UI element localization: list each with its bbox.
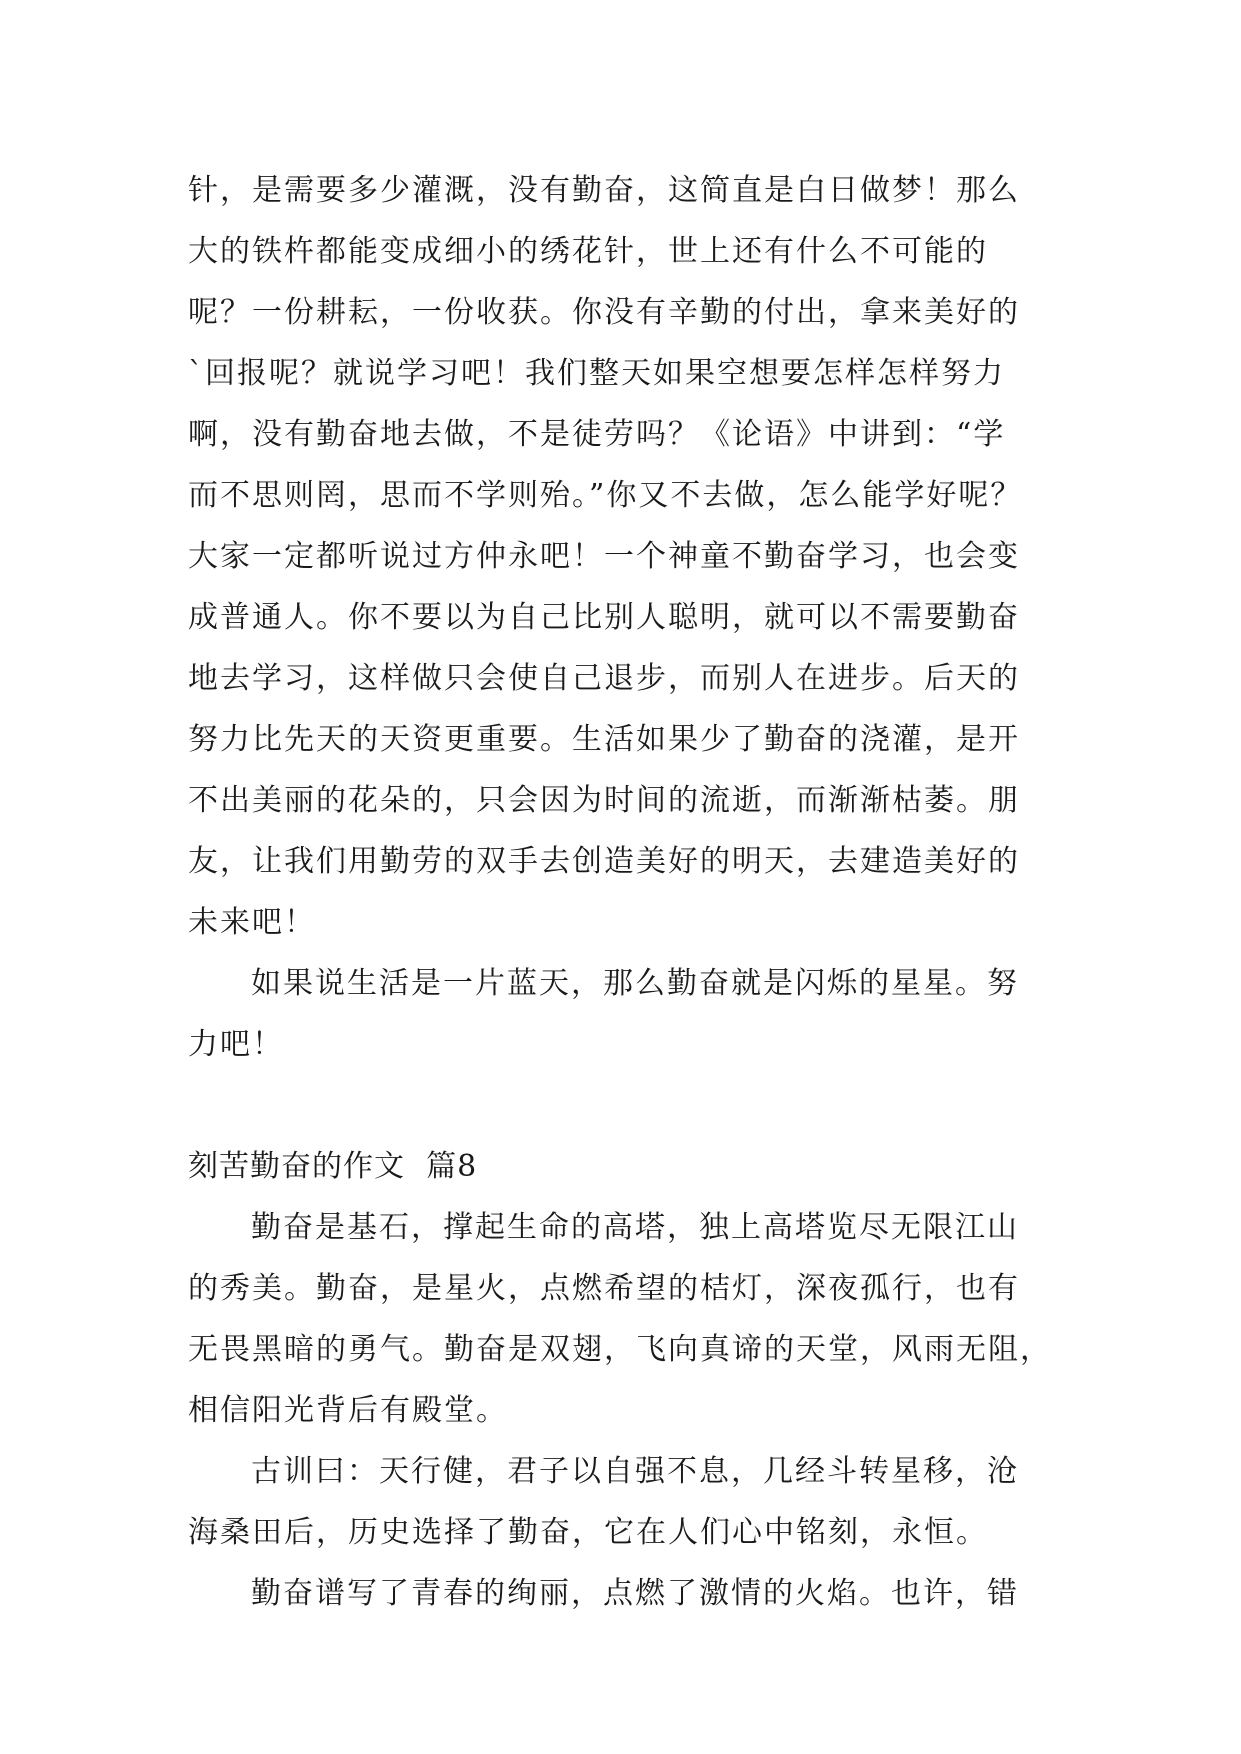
paragraph <box>188 953 1068 1075</box>
text-line: 大家一定都听说过方仲永吧！一个神童不勤奋学习，也会变 <box>188 539 1020 574</box>
section-heading: 刻苦勤奋的作文 篇8 <box>188 1149 478 1184</box>
text-line: 而不思则罔，思而不学则殆。”你又不去做，怎么能学好呢？ <box>188 478 1023 513</box>
text-line: 呢？一份耕耘，一份收获。你没有辛勤的付出，拿来美好的 <box>188 295 1020 330</box>
paragraph <box>188 1441 1068 1563</box>
text-line: 针，是需要多少灌溉，没有勤奋，这简直是白日做梦！那么 <box>188 173 1020 208</box>
text-line: 无畏黑暗的勇气。勤奋是双翅，飞向真谛的天堂，风雨无阻， <box>188 1332 1052 1367</box>
text-line: `回报呢？就说学习吧！我们整天如果空想要怎样怎样努力 <box>188 356 1005 391</box>
text-line: 友，让我们用勤劳的双手去创造美好的明天，去建造美好的 <box>188 844 1020 879</box>
text-line: 大的铁杵都能变成细小的绣花针，世上还有什么不可能的 <box>188 234 988 269</box>
paragraph <box>188 1563 1068 1624</box>
text-line: 勤奋谱写了青春的绚丽，点燃了激情的火焰。也许，错 <box>251 1576 1019 1611</box>
text-line: 勤奋是基石，撑起生命的高塔，独上高塔览尽无限江山 <box>251 1210 1019 1245</box>
paragraph <box>188 160 1068 953</box>
text-line: 成普通人。你不要以为自己比别人聪明，就可以不需要勤奋 <box>188 600 1020 635</box>
text-line: 努力比先天的天资更重要。生活如果少了勤奋的浇灌，是开 <box>188 722 1020 757</box>
text-line: 海桑田后，历史选择了勤奋，它在人们心中铭刻，永恒。 <box>188 1515 988 1550</box>
text-line: 相信阳光背后有殿堂。 <box>188 1393 508 1428</box>
text-line: 不出美丽的花朵的，只会因为时间的流逝，而渐渐枯萎。朋 <box>188 783 1020 818</box>
text-line: 地去学习，这样做只会使自己退步，而别人在进步。后天的 <box>188 661 1020 696</box>
text-line: 力吧！ <box>188 1027 284 1062</box>
section-spacer <box>188 1075 1068 1136</box>
document-body <box>188 160 1068 1624</box>
text-line: 未来吧！ <box>188 905 316 940</box>
text-line: 古训曰：天行健，君子以自强不息，几经斗转星移，沧 <box>251 1454 1019 1489</box>
text-line: 的秀美。勤奋，是星火，点燃希望的桔灯，深夜孤行，也有 <box>188 1271 1020 1306</box>
paragraph <box>188 1197 1068 1441</box>
text-line: 啊，没有勤奋地去做，不是徒劳吗？《论语》中讲到：“学 <box>188 417 1006 452</box>
text-line: 如果说生活是一片蓝天，那么勤奋就是闪烁的星星。努 <box>251 966 1019 1001</box>
